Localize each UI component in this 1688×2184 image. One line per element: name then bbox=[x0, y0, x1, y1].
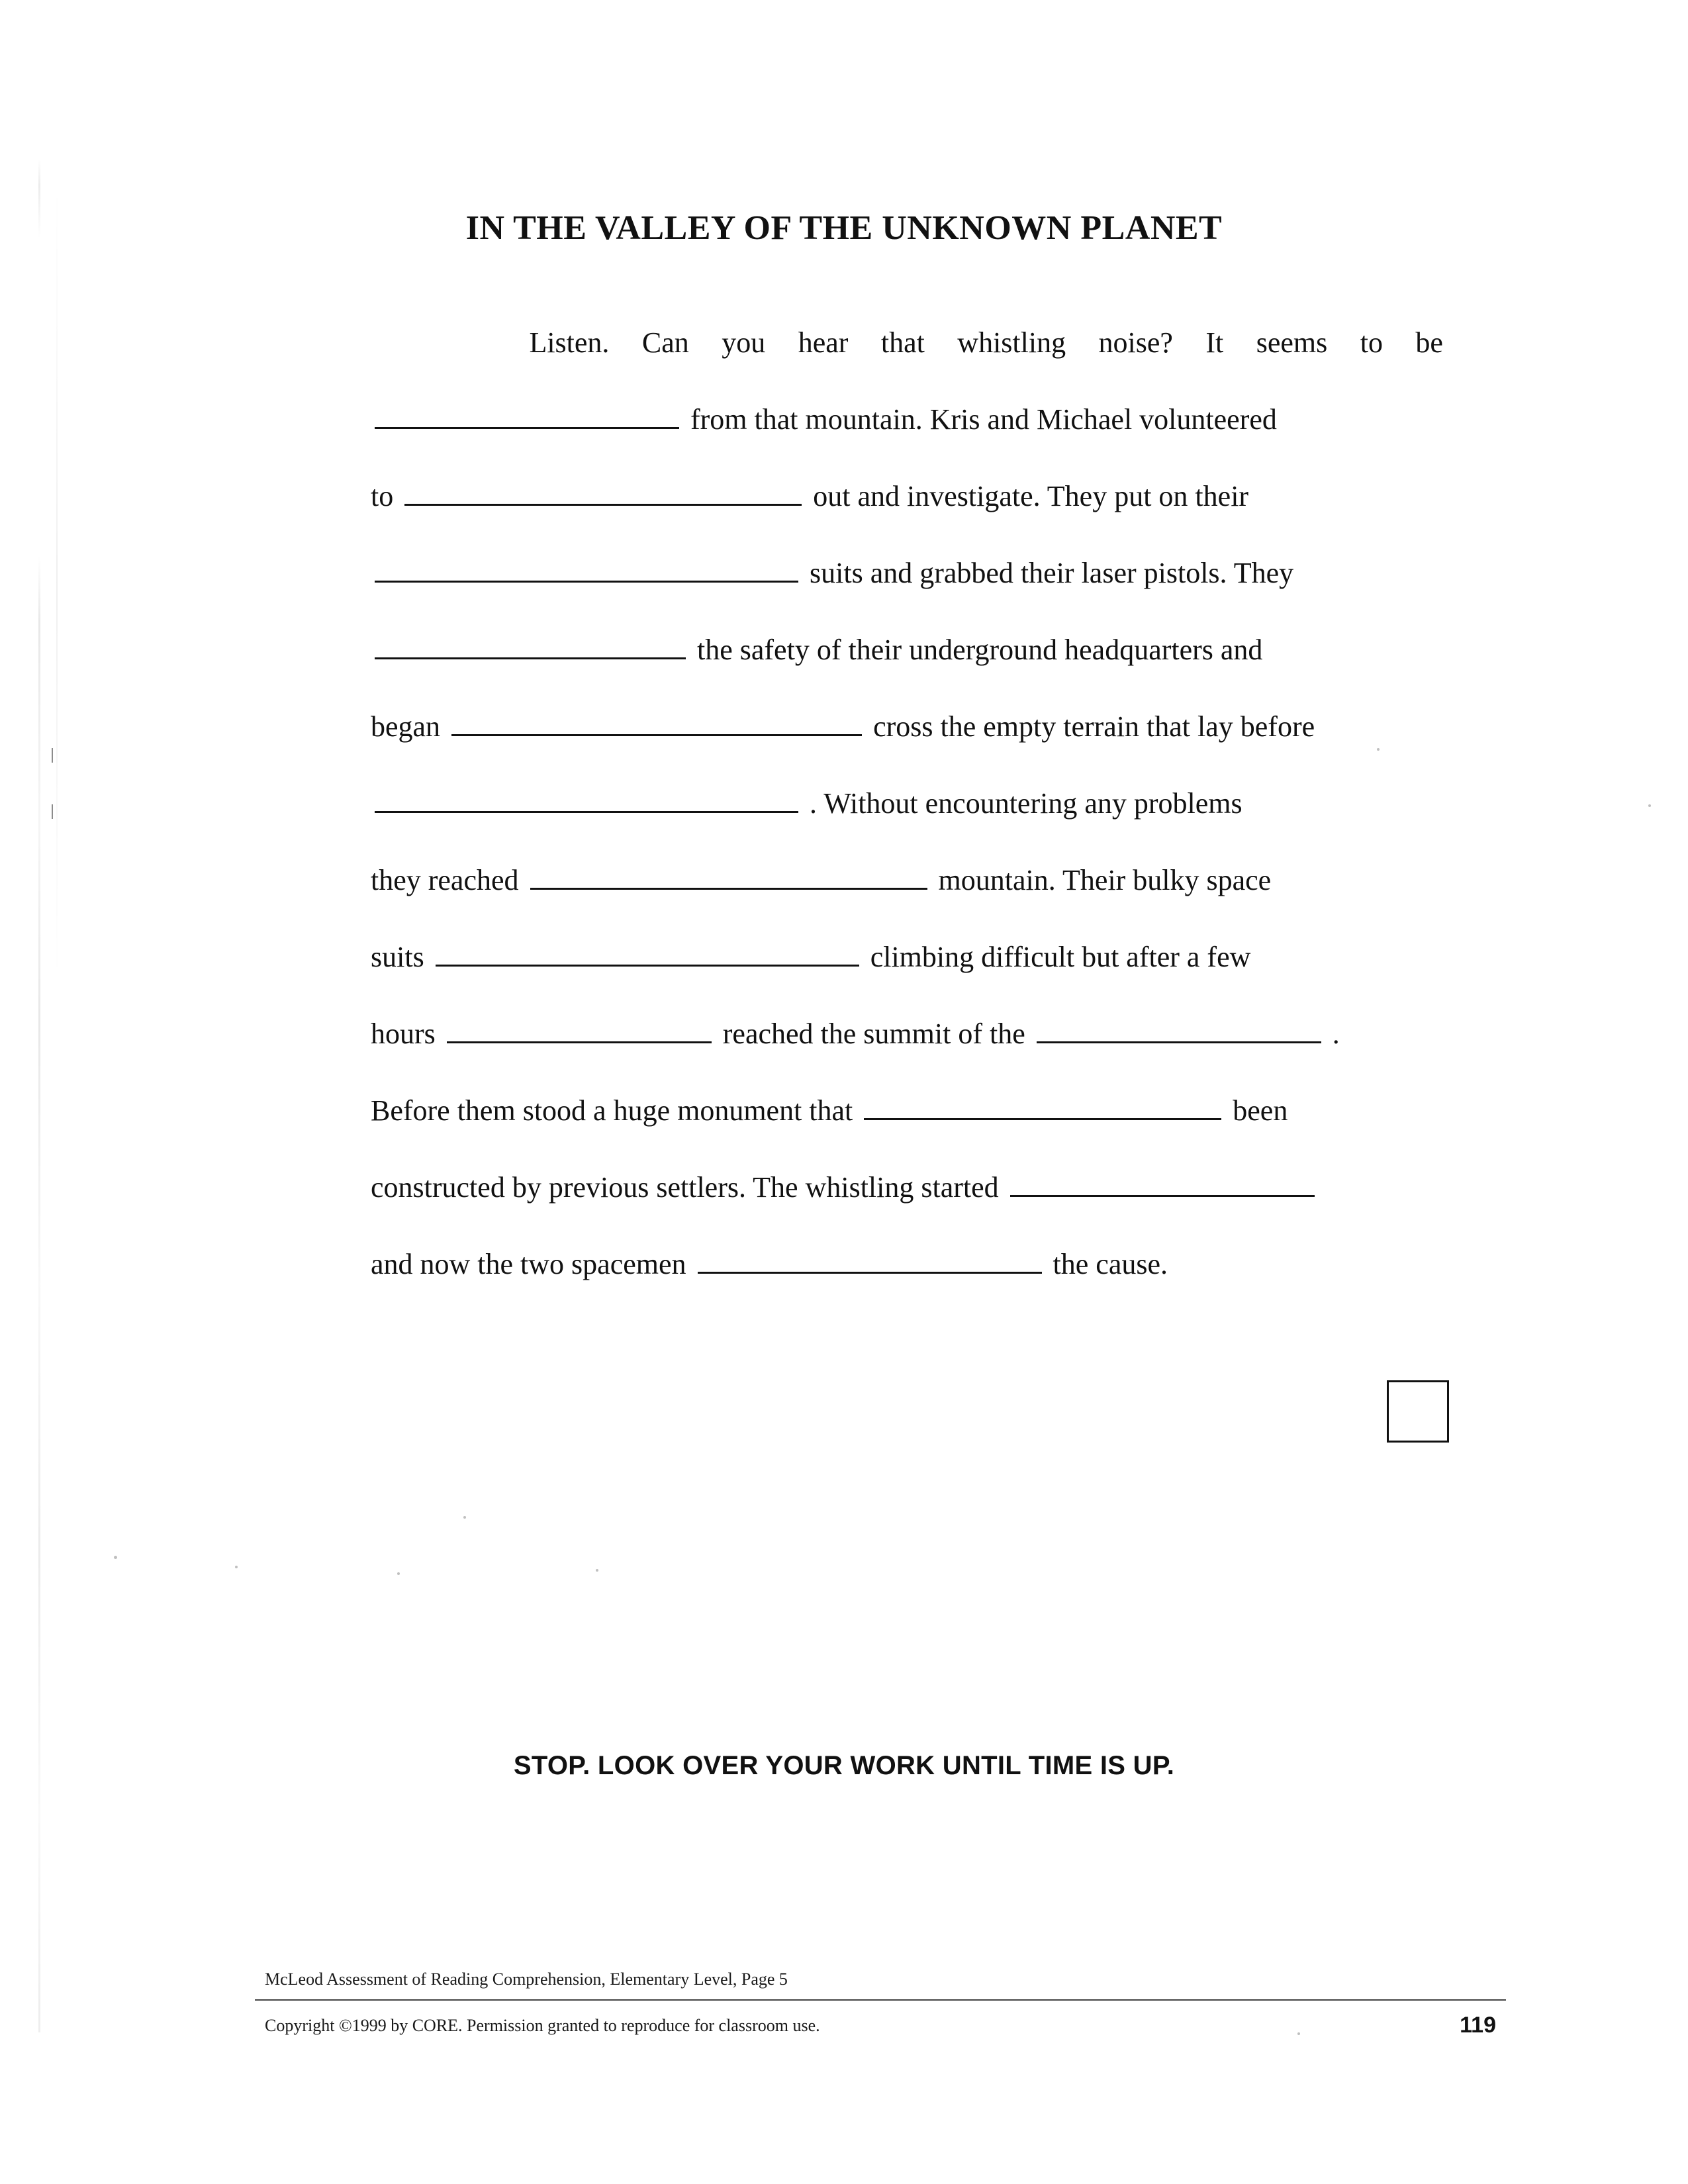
answer-blank-1[interactable] bbox=[375, 401, 679, 429]
scan-tick bbox=[52, 804, 53, 819]
passage-line bbox=[371, 1149, 1443, 1226]
scan-speck bbox=[114, 1556, 117, 1559]
passage-word: be bbox=[1415, 326, 1443, 359]
passage-text: . bbox=[1332, 1018, 1340, 1050]
passage-word: to bbox=[1360, 326, 1383, 359]
passage-word: hear bbox=[798, 326, 849, 359]
answer-blank-6[interactable] bbox=[375, 784, 798, 813]
passage-text: hours bbox=[371, 1018, 436, 1050]
answer-blank-11[interactable] bbox=[864, 1092, 1221, 1120]
passage-text: Before them stood a huge monument that bbox=[371, 1094, 853, 1127]
passage-text: the safety of their underground headquarters and bbox=[697, 634, 1263, 666]
scan-edge-artifact-secondary bbox=[56, 185, 58, 980]
passage-line bbox=[371, 1226, 1443, 1303]
scan-speck bbox=[1297, 2032, 1300, 2035]
page-title: IN THE VALLEY OF THE UNKNOWN PLANET bbox=[465, 209, 1223, 247]
answer-blank-4[interactable] bbox=[375, 631, 686, 659]
passage-line bbox=[371, 1072, 1443, 1149]
passage-text: suits and grabbed their laser pistols. They bbox=[810, 557, 1294, 589]
footer-divider bbox=[255, 1999, 1506, 2001]
passage-line bbox=[371, 535, 1443, 612]
passage-text: and now the two spacemen bbox=[371, 1248, 686, 1280]
answer-blank-7[interactable] bbox=[530, 861, 927, 890]
passage-text: mountain. Their bulky space bbox=[938, 864, 1272, 896]
footer-source: McLeod Assessment of Reading Comprehension, Elementary Level, Page 5 bbox=[265, 1970, 788, 1989]
answer-blank-9[interactable] bbox=[447, 1015, 712, 1043]
scan-speck bbox=[596, 1569, 598, 1572]
answer-blank-10[interactable] bbox=[1037, 1015, 1321, 1043]
passage-text: from that mountain. Kris and Michael volunteered bbox=[690, 403, 1277, 436]
scan-speck bbox=[1648, 804, 1651, 807]
passage-text: . Without encountering any problems bbox=[810, 787, 1243, 820]
passage-word: noise? bbox=[1098, 326, 1173, 359]
passage-line bbox=[371, 842, 1443, 919]
passage-text: climbing difficult but after a few bbox=[870, 941, 1251, 973]
footer-copyright: Copyright ©1999 by CORE. Permission granted to reproduce for classroom use. bbox=[265, 2016, 820, 2035]
passage-word: Listen. bbox=[529, 326, 610, 359]
passage-text: constructed by previous settlers. The whistling started bbox=[371, 1171, 999, 1204]
answer-blank-2[interactable] bbox=[404, 477, 802, 506]
passage-word: It bbox=[1205, 326, 1224, 359]
scan-speck bbox=[463, 1516, 466, 1519]
scan-speck bbox=[397, 1572, 400, 1575]
passage-line bbox=[371, 996, 1443, 1072]
answer-blank-5[interactable] bbox=[451, 708, 862, 736]
passage-line bbox=[371, 381, 1443, 458]
passage-text: cross the empty terrain that lay before bbox=[873, 710, 1315, 743]
passage-text: they reached bbox=[371, 864, 519, 896]
passage-text: the cause. bbox=[1053, 1248, 1168, 1280]
passage-text: to bbox=[371, 480, 394, 512]
answer-blank-12[interactable] bbox=[1010, 1168, 1315, 1197]
page-number: 119 bbox=[1460, 2013, 1496, 2038]
passage-text: out and investigate. They put on their bbox=[813, 480, 1249, 512]
passage-word: whistling bbox=[957, 326, 1066, 359]
cloze-passage bbox=[371, 305, 1443, 1303]
passage-line bbox=[371, 919, 1443, 996]
scan-speck bbox=[235, 1566, 238, 1568]
answer-blank-8[interactable] bbox=[436, 938, 859, 967]
passage-word: seems bbox=[1256, 326, 1328, 359]
answer-blank-13[interactable] bbox=[698, 1245, 1042, 1274]
answer-blank-3[interactable] bbox=[375, 554, 798, 583]
passage-word: Can bbox=[641, 326, 689, 359]
passage-text: suits bbox=[371, 941, 424, 973]
passage-word: that bbox=[880, 326, 925, 359]
score-box[interactable] bbox=[1387, 1380, 1449, 1443]
scan-tick bbox=[52, 748, 53, 763]
passage-line bbox=[371, 458, 1443, 535]
passage-word: you bbox=[722, 326, 766, 359]
passage-line bbox=[371, 765, 1443, 842]
stop-instruction: STOP. LOOK OVER YOUR WORK UNTIL TIME IS UP. bbox=[513, 1751, 1175, 1780]
passage-text: reached the summit of the bbox=[722, 1018, 1025, 1050]
passage-text: began bbox=[371, 710, 441, 743]
passage-text: been bbox=[1233, 1094, 1288, 1127]
passage-line bbox=[371, 612, 1443, 688]
passage-line bbox=[371, 688, 1443, 765]
passage-line bbox=[371, 305, 1443, 381]
